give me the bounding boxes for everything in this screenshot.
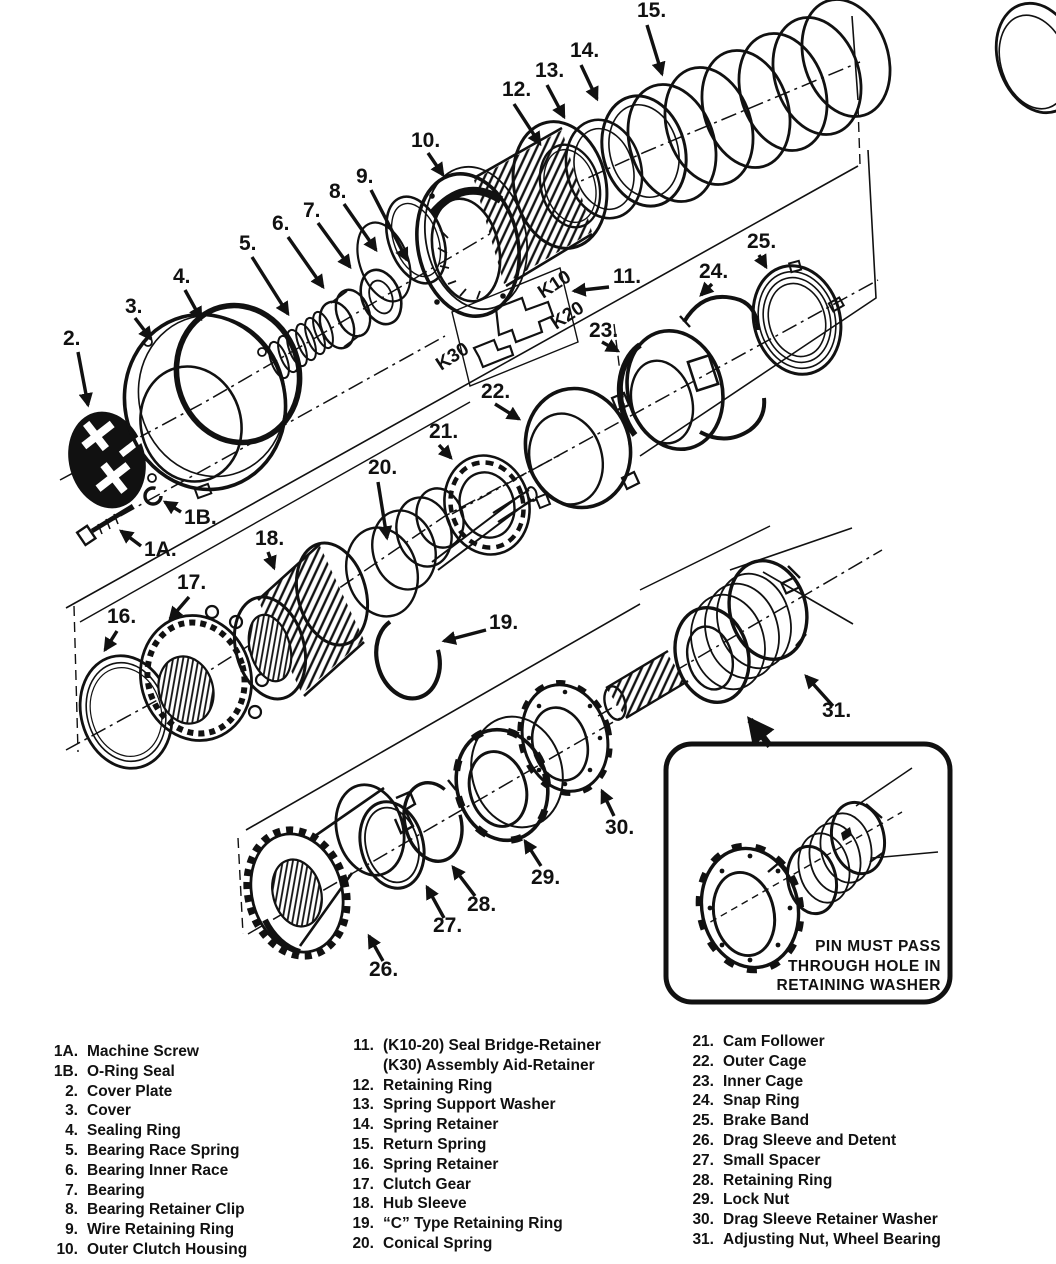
label-29: 29. — [531, 866, 561, 889]
part-name: Lock Nut — [723, 1191, 790, 1209]
part-number: 26. — [692, 1131, 714, 1149]
part-28-retaining-ring — [396, 776, 471, 868]
part-27-small-spacer — [351, 794, 434, 895]
label-5: 5. — [239, 232, 257, 255]
callout-text-line2: THROUGH HOLE IN — [787, 958, 941, 975]
part-25-brake-band — [741, 256, 853, 385]
part-name: Clutch Gear — [383, 1175, 471, 1193]
part-number: 12. — [352, 1076, 374, 1094]
label-k10: K10 — [534, 266, 575, 304]
parts-list-item — [340, 1234, 670, 1254]
parts-list-item — [676, 1052, 1052, 1072]
part-1a-machine-screw — [77, 506, 133, 545]
part-name: Machine Screw — [87, 1043, 199, 1060]
parts-list-item — [676, 1131, 1052, 1151]
part-6-bearing-inner-race — [314, 285, 376, 353]
parts-list-item — [340, 1076, 670, 1096]
parts-list-item — [30, 1141, 340, 1161]
part-number — [340, 1056, 374, 1076]
part-number: 20. — [352, 1234, 374, 1252]
parts-list-item — [30, 1062, 340, 1082]
parts-list-item — [340, 1135, 670, 1155]
label-23: 23. — [589, 319, 619, 342]
label-30: 30. — [605, 816, 635, 839]
part-name: Adjusting Nut, Wheel Bearing — [723, 1230, 941, 1248]
part-number: 13. — [352, 1096, 374, 1114]
parts-list-item — [30, 1121, 340, 1141]
label-4: 4. — [173, 265, 191, 288]
parts-list-column-2 — [340, 1036, 670, 1254]
parts-list-item — [676, 1190, 1052, 1210]
label-27: 27. — [433, 914, 463, 937]
part-number: 23. — [692, 1072, 714, 1090]
part-number: 4. — [65, 1122, 78, 1140]
part-1b-o-ring-seal — [145, 488, 161, 504]
part-number: 1B. — [53, 1062, 78, 1080]
label-1a: 1A. — [144, 538, 177, 561]
part-name: Small Spacer — [723, 1151, 821, 1169]
part-name: Spring Retainer — [383, 1155, 499, 1173]
label-k30: K30 — [432, 338, 473, 376]
label-9: 9. — [356, 165, 374, 188]
parts-list-item — [676, 1230, 1052, 1250]
label-2: 2. — [63, 327, 81, 350]
part-name: (K30) Assembly Aid-Retainer — [383, 1056, 595, 1074]
part-name: (K10-20) Seal Bridge-Retainer — [383, 1037, 601, 1054]
label-24: 24. — [699, 260, 729, 283]
parts-list-item — [676, 1111, 1052, 1131]
part-name: “C” Type Retaining Ring — [383, 1215, 563, 1233]
part-number: 16. — [352, 1155, 374, 1173]
label-19: 19. — [489, 611, 519, 634]
part-name: Retaining Ring — [723, 1171, 833, 1189]
parts-list-item — [30, 1161, 340, 1181]
label-11: 11. — [613, 265, 642, 288]
part-name: Cover — [87, 1102, 131, 1120]
part-number: 30. — [692, 1211, 714, 1229]
part-name: Outer Clutch Housing — [87, 1240, 248, 1258]
parts-list-item — [30, 1101, 340, 1121]
part-number: 29. — [692, 1191, 714, 1209]
parts-list-item — [340, 1095, 670, 1115]
label-26: 26. — [369, 958, 399, 981]
parts-list-item — [340, 1155, 670, 1175]
part-26-drag-sleeve-and-detent — [233, 777, 415, 967]
parts-list-item — [676, 1072, 1052, 1092]
part-number: 19. — [352, 1215, 374, 1233]
parts-list-item — [676, 1091, 1052, 1111]
label-7: 7. — [303, 199, 321, 222]
part-name: Brake Band — [723, 1112, 810, 1130]
part-22-outer-cage — [512, 377, 644, 520]
label-18: 18. — [255, 527, 285, 550]
parts-list-item — [340, 1214, 670, 1234]
label-31: 31. — [822, 699, 852, 722]
part-name: Inner Cage — [723, 1072, 804, 1090]
part-number: 15. — [352, 1135, 374, 1153]
part-18-hub-sleeve — [224, 535, 379, 707]
part-number: 8. — [65, 1201, 78, 1219]
label-22: 22. — [481, 380, 511, 403]
part-name: Outer Cage — [723, 1052, 807, 1070]
part-19-c-type-retaining-ring — [367, 610, 448, 705]
parts-list-item — [30, 1240, 340, 1260]
part-number: 14. — [352, 1116, 374, 1134]
part-name: Bearing Retainer Clip — [87, 1201, 245, 1219]
part-20-conical-spring — [337, 483, 470, 624]
parts-list-item — [340, 1115, 670, 1135]
part-name: Bearing Race Spring — [87, 1141, 240, 1159]
part-31-adjusting-nut — [665, 552, 818, 711]
part-number: 18. — [352, 1195, 374, 1213]
part-number: 6. — [65, 1161, 78, 1179]
label-21: 21. — [429, 420, 459, 443]
parts-list-item — [340, 1175, 670, 1195]
parts-list-item — [676, 1171, 1052, 1191]
label-k20: K20 — [547, 297, 588, 335]
callout-text-line1: PIN MUST PASS — [815, 938, 941, 955]
label-13: 13. — [535, 59, 565, 82]
part-name: Bearing Inner Race — [87, 1161, 229, 1179]
part-number: 27. — [692, 1151, 714, 1169]
label-16: 16. — [107, 605, 137, 628]
part-number: 31. — [692, 1230, 714, 1248]
parts-list-item — [676, 1032, 1052, 1052]
callout-box — [666, 720, 950, 1002]
part-number: 17. — [352, 1175, 374, 1193]
label-1b: 1B. — [184, 506, 217, 529]
part-number: 11. — [353, 1037, 374, 1054]
part-name: Snap Ring — [723, 1092, 800, 1110]
parts-list-item — [340, 1036, 670, 1056]
label-12: 12. — [502, 78, 532, 101]
part-name: O-Ring Seal — [87, 1062, 175, 1080]
parts-list-item — [676, 1151, 1052, 1171]
part-number: 24. — [692, 1092, 714, 1110]
part-name: Wire Retaining Ring — [87, 1221, 235, 1239]
part-number: 22. — [692, 1052, 714, 1070]
part-name: Sealing Ring — [87, 1122, 181, 1140]
part-name: Retaining Ring — [383, 1076, 493, 1094]
part-name: Spring Support Washer — [383, 1096, 556, 1114]
label-25: 25. — [747, 230, 777, 253]
parts-list-item — [30, 1082, 340, 1102]
part-name: Cam Follower — [723, 1033, 825, 1050]
part-number: 25. — [692, 1112, 714, 1130]
label-6: 6. — [272, 212, 290, 235]
label-17: 17. — [177, 571, 207, 594]
part-number: 1A. — [53, 1043, 78, 1060]
label-8: 8. — [329, 180, 347, 203]
part-number: 9. — [65, 1221, 78, 1239]
part-number: 10. — [56, 1240, 78, 1258]
parts-list-column-3 — [676, 1032, 1052, 1250]
part-name: Drag Sleeve Retainer Washer — [723, 1211, 938, 1229]
part-number: 3. — [65, 1102, 78, 1120]
part-number: 21. — [692, 1033, 714, 1050]
part-name: Spring Retainer — [383, 1116, 499, 1134]
part-name: Return Spring — [383, 1135, 487, 1153]
label-28: 28. — [467, 893, 497, 916]
parts-list-item — [676, 1210, 1052, 1230]
part-name: Drag Sleeve and Detent — [723, 1131, 897, 1149]
label-15: 15. — [637, 0, 667, 22]
parts-list-item — [30, 1042, 340, 1062]
part-name: Hub Sleeve — [383, 1195, 467, 1213]
part-number: 7. — [65, 1181, 78, 1199]
part-name: Conical Spring — [383, 1234, 493, 1252]
part-number: 2. — [65, 1082, 78, 1100]
label-14: 14. — [570, 39, 600, 62]
parts-list-item — [340, 1194, 670, 1214]
parts-list-item — [30, 1181, 340, 1201]
part-15-return-spring — [614, 0, 1056, 213]
parts-list-item — [340, 1056, 670, 1076]
part-name: Cover Plate — [87, 1082, 173, 1100]
parts-list-column-1 — [30, 1042, 340, 1260]
label-20: 20. — [368, 456, 398, 479]
callout-text-line3: RETAINING WASHER — [776, 977, 941, 994]
parts-list-item — [30, 1200, 340, 1220]
part-number: 28. — [692, 1171, 714, 1189]
label-10: 10. — [411, 129, 441, 152]
label-3: 3. — [125, 295, 143, 318]
parts-list-item — [30, 1220, 340, 1240]
part-number: 5. — [65, 1141, 78, 1159]
part-name: Bearing — [87, 1181, 145, 1199]
